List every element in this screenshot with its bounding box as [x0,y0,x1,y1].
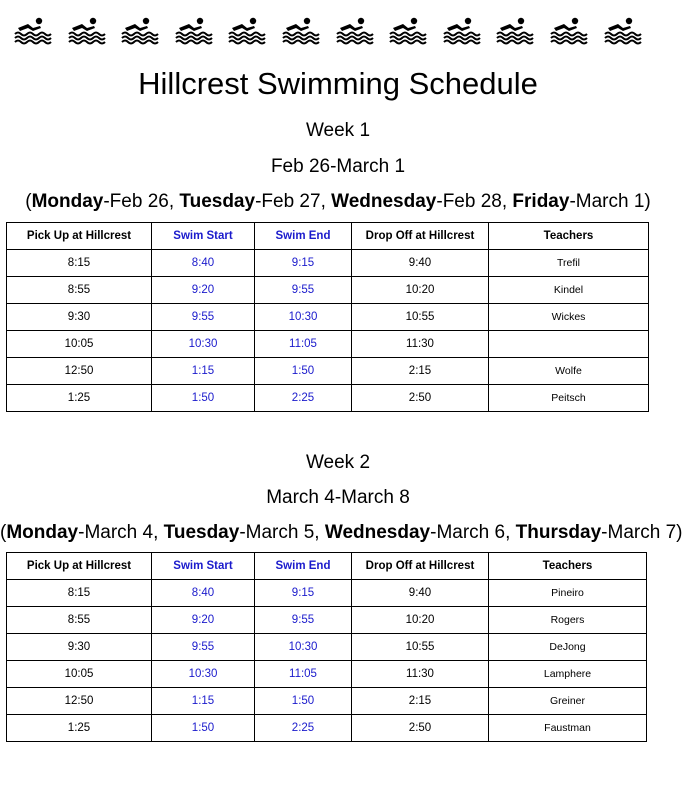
teacher-cell: Pineiro [489,580,647,607]
day-name: Wednesday [331,191,437,212]
swim-start-cell: 9:55 [152,634,255,661]
day-date: March 5 [245,522,315,543]
swim-end-cell: 9:15 [255,250,352,277]
pickup-time-cell: 10:05 [7,661,152,688]
pickup-time-cell: 1:25 [7,385,152,412]
swimmer-icon [550,16,586,44]
dropoff-time-cell: 9:40 [352,250,489,277]
swim-end-cell: 9:15 [255,580,352,607]
dropoff-time-cell: 2:15 [352,358,489,385]
pickup-time-cell: 8:15 [7,250,152,277]
week-1-range: Feb 26-March 1 [270,156,406,177]
dropoff-time-cell: 10:20 [352,607,489,634]
week-1-label: Week 1 [305,120,371,141]
day-name: Tuesday [163,522,240,543]
table-row [7,607,647,634]
day-name: Thursday [515,522,602,543]
teacher-cell: Peitsch [489,385,649,412]
column-header-swim-start: Swim Start [152,223,255,250]
dropoff-time-cell: 2:50 [352,385,489,412]
swimmer-icon [282,16,318,44]
swim-start-cell: 10:30 [152,661,255,688]
table-row [7,580,647,607]
swimmer-icon [496,16,532,44]
week-2-range: March 4-March 8 [266,487,410,508]
swimmer-icon [228,16,264,44]
day-name: Tuesday [179,191,256,212]
day-name: Monday [31,191,104,212]
swim-end-cell: 11:05 [255,331,352,358]
swim-end-cell: 2:25 [255,715,352,742]
pickup-time-cell: 10:05 [7,331,152,358]
pickup-time-cell: 9:30 [7,304,152,331]
swimmer-icon [336,16,372,44]
teacher-cell: Wickes [489,304,649,331]
pickup-time-cell: 9:30 [7,634,152,661]
column-header-swim-end: Swim End [255,553,352,580]
teacher-cell: Rogers [489,607,647,634]
swim-end-cell: 10:30 [255,304,352,331]
day-date: March 6 [436,522,506,543]
day-date: March 1 [575,191,645,212]
swim-end-cell: 9:55 [255,277,352,304]
column-header-dropoff-time: Drop Off at Hillcrest [352,553,489,580]
swim-start-cell: 8:40 [152,250,255,277]
teacher-cell: Trefil [489,250,649,277]
table-header-row [7,223,649,250]
swim-start-cell: 8:40 [152,580,255,607]
teacher-cell: Wolfe [489,358,649,385]
swimmer-icon [68,16,104,44]
table-row [7,715,647,742]
swimmer-icon [389,16,425,44]
dropoff-time-cell: 9:40 [352,580,489,607]
pickup-time-cell: 8:55 [7,277,152,304]
week-1-schedule-table [6,222,649,412]
swim-end-cell: 10:30 [255,634,352,661]
teacher-cell: Lamphere [489,661,647,688]
table-row [7,250,649,277]
column-header-teacher: Teachers [489,223,649,250]
swimmer-icon-row [14,16,654,46]
table-row [7,385,649,412]
table-row [7,661,647,688]
column-header-pickup-time: Pick Up at Hillcrest [7,223,152,250]
dropoff-time-cell: 11:30 [352,331,489,358]
table-row [7,331,649,358]
day-date: Feb 26 [109,191,169,212]
table-row [7,358,649,385]
pickup-time-cell: 12:50 [7,688,152,715]
dropoff-time-cell: 10:55 [352,634,489,661]
swim-end-cell: 9:55 [255,607,352,634]
week-2-schedule-table [6,552,647,742]
table-header-row [7,553,647,580]
swimmer-icon [604,16,640,44]
pickup-time-cell: 12:50 [7,358,152,385]
dropoff-time-cell: 2:50 [352,715,489,742]
swim-end-cell: 1:50 [255,358,352,385]
week-2-label: Week 2 [305,452,371,473]
table-row [7,304,649,331]
column-header-pickup-time: Pick Up at Hillcrest [7,553,152,580]
column-header-teacher: Teachers [489,553,647,580]
swim-end-cell: 2:25 [255,385,352,412]
swim-start-cell: 1:50 [152,715,255,742]
swim-start-cell: 9:20 [152,607,255,634]
swim-start-cell: 1:50 [152,385,255,412]
teacher-cell [489,331,649,358]
day-name: Wednesday [324,522,431,543]
dropoff-time-cell: 11:30 [352,661,489,688]
swim-start-cell: 1:15 [152,688,255,715]
day-date: March 7 [607,522,677,543]
pickup-time-cell: 8:55 [7,607,152,634]
pickup-time-cell: 1:25 [7,715,152,742]
day-date: Feb 27 [261,191,321,212]
swim-start-cell: 10:30 [152,331,255,358]
table-row [7,634,647,661]
week-2-days: (Monday-March 4, Tuesday-March 5, Wednesday-March 6, Thursday-March 7) [0,522,682,543]
teacher-cell: Faustman [489,715,647,742]
teacher-cell: Kindel [489,277,649,304]
page-title: Hillcrest Swimming Schedule [138,66,538,101]
swim-start-cell: 9:55 [152,304,255,331]
column-header-swim-start: Swim Start [152,553,255,580]
swim-start-cell: 1:15 [152,358,255,385]
swimmer-icon [121,16,157,44]
table-row [7,688,647,715]
day-name: Monday [6,522,79,543]
column-header-swim-end: Swim End [255,223,352,250]
day-date: Feb 28 [442,191,502,212]
dropoff-time-cell: 10:55 [352,304,489,331]
swimmer-icon [443,16,479,44]
dropoff-time-cell: 10:20 [352,277,489,304]
swim-end-cell: 1:50 [255,688,352,715]
teacher-cell: DeJong [489,634,647,661]
swim-end-cell: 11:05 [255,661,352,688]
swim-start-cell: 9:20 [152,277,255,304]
day-date: March 4 [84,522,154,543]
teacher-cell: Greiner [489,688,647,715]
dropoff-time-cell: 2:15 [352,688,489,715]
column-header-dropoff-time: Drop Off at Hillcrest [352,223,489,250]
day-name: Friday [512,191,570,212]
table-row [7,277,649,304]
pickup-time-cell: 8:15 [7,580,152,607]
week-1-days: (Monday-Feb 26, Tuesday-Feb 27, Wednesday-Feb 28, Friday-March 1) [25,191,651,212]
swimmer-icon [175,16,211,44]
swimmer-icon [14,16,50,44]
